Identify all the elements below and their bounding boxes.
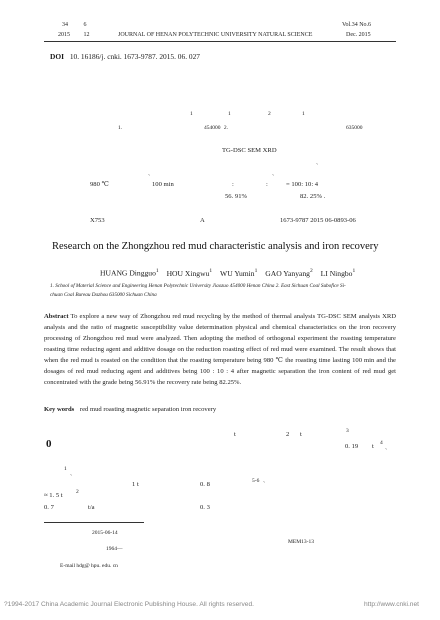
footnote-rule <box>44 522 144 523</box>
intro-t-2: t <box>300 431 302 438</box>
cn-postcode-1: 454000 <box>204 125 221 131</box>
article-number: 1673-9787 2015 06-0893-06 <box>280 217 356 224</box>
author-name: WU Yumin <box>220 268 255 278</box>
author-name: GAO Yanyang <box>265 268 310 278</box>
keywords-label: Key words <box>44 406 75 413</box>
keywords <box>44 404 216 415</box>
header-vol-number: 34 <box>62 22 68 28</box>
abstract-text: To explore a new way of Zhongzhou red mud recycling by the method of thermal analysis TG-DSC SEM analysis XRD analysis and the ratio of magnetic susceptibility value determination physical and chemical characteristics on the iron recovery processing of Zhongzhou red mud were analyzed. Then adopting the method of orthogonal experiment the roasting temperature roasting time reducing agent and additive dosage on the reduction roasting effect of red mud were examined. The result shows that when the red mud is roasted on the condition that the roasting temperature being 980 ℃ the roasting time lasting 100 min and the dosages of red mud reducing agent and additives being 100 : 10 : 4 after magnetic separation the iron content of red mud get concentrated with the grade being 56.91% the recovery rate being 82.25%. <box>44 313 396 386</box>
doi-value: 10. 16186/j. cnki. 1673-9787. 2015. 06. 027 <box>69 52 200 61</box>
header-rule <box>44 41 396 42</box>
header-volume-right: Vol.34 No.6 <box>342 22 372 28</box>
cn-grade: 56. 91% <box>225 193 247 200</box>
author-name: LI Ningbo <box>320 268 353 278</box>
author-name: HOU Xingwu <box>166 268 210 278</box>
intro-sup-4: 4 <box>380 440 383 446</box>
author-sup: 2 <box>309 268 313 274</box>
cn-comma-2: ˎ <box>148 169 151 176</box>
section-number-0: 0 <box>46 438 52 450</box>
cn-colon-2: : <box>266 181 268 188</box>
watermark: ​ <box>57 70 63 82</box>
cn-methods: TG-DSC SEM XRD <box>222 147 277 154</box>
header-issue-number: 6 <box>83 22 87 28</box>
header-volume-left <box>62 22 87 28</box>
cn-comma-3: ˎ <box>272 169 275 176</box>
intro-value-0-19: 0. 19 <box>345 443 359 450</box>
keywords-text: red mud roasting magnetic separation iron recovery <box>79 406 217 413</box>
header-date-left <box>58 32 90 38</box>
english-title: Research on the Zhongzhou red mud characteristic analysis and iron recovery <box>52 241 379 252</box>
cn-comma-1: ˎ <box>316 158 319 165</box>
author-sup: 1 <box>209 268 213 274</box>
cn-affiliation-number-1: 1. <box>118 125 123 131</box>
fund-number: MEM13-13 <box>288 539 314 545</box>
header-date-right: Dec. 2015 <box>346 32 371 38</box>
author-born: 1964— <box>106 546 123 552</box>
author-sup: 1 <box>155 268 159 274</box>
english-affiliation-line-1: 1. School of Material Science and Engineering Henan Polytechnic University Jiaozuo 454000 Henan China 2. East Sichuan Coal Subofice Si- <box>50 283 346 289</box>
cn-author-sup-1: 1 <box>190 111 193 117</box>
english-affiliation-line-2: chuan Coal Bureau Dazhou 635000 Sichuan China <box>50 292 157 298</box>
cn-roast-temp: 980 ℃ <box>90 181 109 188</box>
intro-t-3: t <box>372 443 374 450</box>
intro-t-1: t <box>234 431 236 438</box>
intro-t-per-a: t/a <box>88 504 95 511</box>
cn-author-sup-4: 1 <box>302 111 305 117</box>
intro-two: 2 <box>286 431 290 438</box>
intro-sup-3: 3 <box>346 428 349 434</box>
cn-author-sup-2: 1 <box>228 111 231 117</box>
intro-dot: ˎ <box>385 443 388 450</box>
cn-colon-1: : <box>232 181 234 188</box>
intro-value-0-8: 0. 8 <box>200 481 210 488</box>
intro-approx-1-5t: ≈ 1. 5 t <box>44 492 63 499</box>
intro-comma: ˎ <box>70 469 73 476</box>
abstract-label: Abstract <box>44 313 69 320</box>
author-name: HUANG Dingguo <box>100 268 156 278</box>
doi-line <box>50 52 200 61</box>
intro-sup-2: 2 <box>76 489 79 495</box>
intro-value-0-7: 0. 7 <box>44 504 54 511</box>
footer-copyright: ?1994-2017 China Academic Journal Electronic Publishing House. All rights reserved. <box>4 601 254 608</box>
cn-roast-time: 100 min <box>152 181 174 188</box>
cn-affiliation-line <box>204 125 228 131</box>
author-sup: 1 <box>254 268 258 274</box>
document-code: A <box>200 217 205 224</box>
cn-recovery: 82. 25% . <box>300 193 326 200</box>
header-month: 12 <box>83 32 90 38</box>
intro-comma-2: ˋ <box>263 481 266 488</box>
cn-author-sup-3: 2 <box>268 111 271 117</box>
cn-postcode-2: 635000 <box>346 125 363 131</box>
author-email: E-mail hdg@ hpu. edu. cn <box>60 563 118 569</box>
intro-one-t: 1 t <box>132 481 139 488</box>
abstract <box>44 311 396 388</box>
clc-number: X753 <box>90 217 105 224</box>
english-authors <box>100 268 355 278</box>
intro-value-0-3: 0. 3 <box>200 504 210 511</box>
header-year: 2015 <box>58 32 70 38</box>
intro-sup-5-6: 5-6 <box>252 478 260 484</box>
header-journal-title: JOURNAL OF HENAN POLYTECHNIC UNIVERSITY NATURAL SCIENCE <box>118 32 313 38</box>
intro-sup-1: 1 <box>64 466 67 472</box>
author-sup: 1 <box>352 268 356 274</box>
doi-label: DOI <box>50 52 64 61</box>
received-date: 2015-06-14 <box>92 530 118 536</box>
cn-affiliation-number-2: 2. <box>223 125 228 131</box>
cn-ratio: = 100: 10: 4 <box>286 181 319 188</box>
footer-url[interactable]: http://www.cnki.net <box>364 601 419 608</box>
